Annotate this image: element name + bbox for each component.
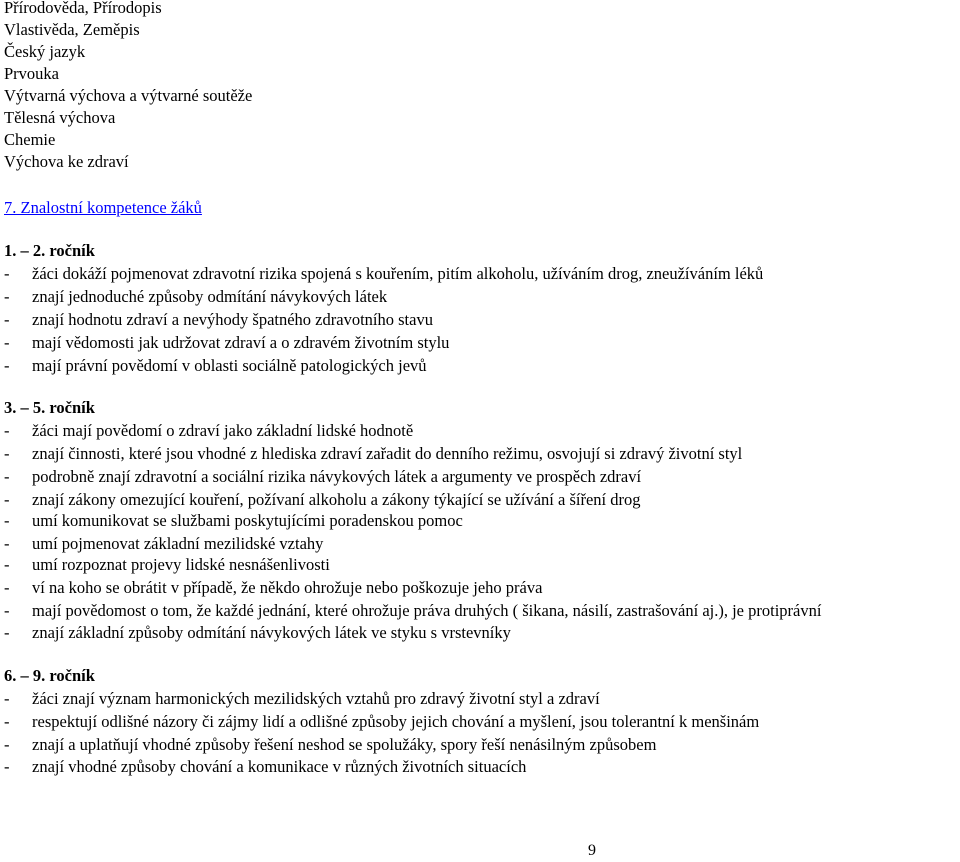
- bullet-dash: -: [4, 689, 10, 708]
- bullet-dash: -: [4, 735, 10, 754]
- bullet-dash: -: [4, 264, 10, 283]
- bullet-dash: -: [4, 310, 10, 329]
- subject-line: Vlastivěda, Zeměpis: [4, 20, 140, 39]
- section-link[interactable]: 7. Znalostní kompetence žáků: [4, 198, 202, 217]
- page-number: 9: [588, 842, 596, 859]
- list-item-text: mají vědomosti jak udržovat zdraví a o zdravém životním stylu: [32, 333, 450, 352]
- bullet-dash: -: [4, 511, 10, 530]
- subject-line: Přírodověda, Přírodopis: [4, 0, 162, 17]
- list-item-text: znají a uplatňují vhodné způsoby řešení neshod se spolužáky, spory řeší nenásilným způsobem: [32, 735, 657, 754]
- list-item-text: mají povědomost o tom, že každé jednání, které ohrožuje práva druhých ( šikana, násilí, zastrašování aj.), je protiprávní: [32, 601, 822, 620]
- list-item-text: žáci dokáží pojmenovat zdravotní rizika spojená s kouřením, pitím alkoholu, užíváním drog, zneužíváním léků: [32, 264, 764, 283]
- list-item-text: znají základní způsoby odmítání návykových látek ve styku s vrstevníky: [32, 623, 511, 642]
- bullet-dash: -: [4, 287, 10, 306]
- list-item-text: žáci mají povědomí o zdraví jako základní lidské hodnotě: [32, 421, 414, 440]
- subject-line: Výtvarná výchova a výtvarné soutěže: [4, 86, 253, 105]
- subject-line: Český jazyk: [4, 42, 86, 61]
- subject-line: Výchova ke zdraví: [4, 152, 129, 171]
- bullet-dash: -: [4, 333, 10, 352]
- list-item-text: žáci znají význam harmonických mezilidských vztahů pro zdravý životní styl a zdraví: [32, 689, 600, 708]
- list-item-text: znají vhodné způsoby chování a komunikace v různých životních situacích: [32, 757, 527, 776]
- bullet-dash: -: [4, 712, 10, 731]
- list-item-text: znají zákony omezující kouření, požívaní alkoholu a zákony týkající se užívání a šíření drog: [32, 490, 641, 509]
- bullet-dash: -: [4, 578, 10, 597]
- grade-1-2-heading: 1. – 2. ročník: [4, 241, 95, 260]
- bullet-dash: -: [4, 601, 10, 620]
- bullet-dash: -: [4, 534, 10, 553]
- bullet-dash: -: [4, 444, 10, 463]
- grade-3-5-heading: 3. – 5. ročník: [4, 398, 95, 417]
- bullet-dash: -: [4, 623, 10, 642]
- subject-line: Chemie: [4, 130, 56, 149]
- list-item-text: znají jednoduché způsoby odmítání návykových látek: [32, 287, 388, 306]
- bullet-dash: -: [4, 555, 10, 574]
- grade-6-9-heading: 6. – 9. ročník: [4, 666, 95, 685]
- subject-line: Prvouka: [4, 64, 59, 83]
- subject-line: Tělesná výchova: [4, 108, 116, 127]
- bullet-dash: -: [4, 490, 10, 509]
- list-item-text: umí komunikovat se službami poskytujícími poradenskou pomoc: [32, 511, 463, 530]
- bullet-dash: -: [4, 467, 10, 486]
- list-item-text: ví na koho se obrátit v případě, že někdo ohrožuje nebo poškozuje jeho práva: [32, 578, 543, 597]
- list-item-text: umí pojmenovat základní mezilidské vztahy: [32, 534, 324, 553]
- list-item-text: respektují odlišné názory či zájmy lidí a odlišné způsoby jejich chování a myšlení, jsou tolerantní k menšinám: [32, 712, 760, 731]
- bullet-dash: -: [4, 421, 10, 440]
- list-item-text: umí rozpoznat projevy lidské nesnášenlivosti: [32, 555, 330, 574]
- bullet-dash: -: [4, 757, 10, 776]
- list-item-text: mají právní povědomí v oblasti sociálně patologických jevů: [32, 356, 427, 375]
- list-item-text: podrobně znají zdravotní a sociální rizika návykových látek a argumenty ve prospěch zdraví: [32, 467, 642, 486]
- list-item-text: znají hodnotu zdraví a nevýhody špatného zdravotního stavu: [32, 310, 433, 329]
- list-item-text: znají činnosti, které jsou vhodné z hlediska zdraví zařadit do denního režimu, osvojují si zdravý životní styl: [32, 444, 743, 463]
- bullet-dash: -: [4, 356, 10, 375]
